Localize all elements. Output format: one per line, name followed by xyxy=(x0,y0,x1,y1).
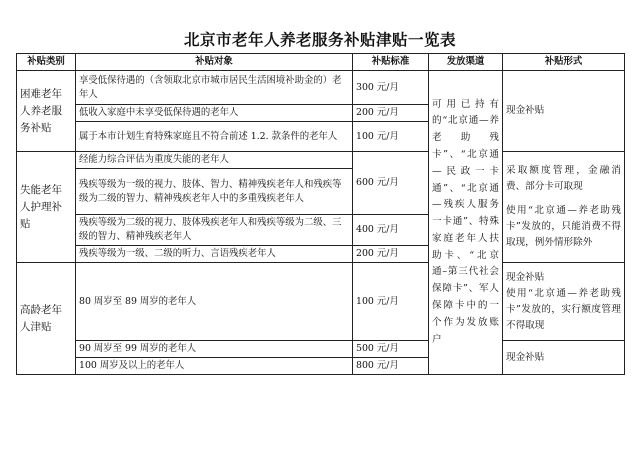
form-disabled xyxy=(503,152,625,263)
row-standard: 800 元/月 xyxy=(353,358,429,375)
row-standard: 600 元/月 xyxy=(353,152,429,215)
row-standard: 500 元/月 xyxy=(353,341,429,358)
row-standard: 100 元/月 xyxy=(353,122,429,152)
table-row xyxy=(17,71,625,105)
category-hardship: 困难老年人养老服务补贴 xyxy=(17,71,76,152)
row-standard: 400 元/月 xyxy=(353,215,429,246)
row-standard: 300 元/月 xyxy=(353,71,429,105)
row-target: 90 周岁至 99 周岁的老年人 xyxy=(76,341,353,358)
header-target: 补贴对象 xyxy=(76,54,353,71)
row-standard: 100 元/月 xyxy=(353,263,429,341)
row-target: 残疾等级为一级的视力、肢体、智力、精神残疾老年人和残疾等级为二级的智力、精神残疾老年人中的多重残疾老年人 xyxy=(76,169,353,215)
form-hardship: 现金补贴 xyxy=(503,71,625,152)
category-disabled: 失能老年人护理补贴 xyxy=(17,152,76,263)
form-elderly-line2: 使用“北京通—养老助残卡”发放的，实行额度管理不得取现 xyxy=(506,287,621,331)
table-header-row xyxy=(17,54,625,71)
row-target: 80 周岁至 89 周岁的老年人 xyxy=(76,263,353,341)
form-elderly-old: 现金补贴 xyxy=(503,341,625,375)
row-target: 属于本市计划生育特殊家庭且不符合前述 1.2. 款条件的老年人 xyxy=(76,122,353,152)
row-standard: 200 元/月 xyxy=(353,105,429,122)
table-row xyxy=(17,152,625,169)
row-target: 低收入家庭中未享受低保待遇的老年人 xyxy=(76,105,353,122)
form-disabled-line1: 采取额度管理，金融消费、部分卡可取现 xyxy=(506,165,621,192)
category-elderly: 高龄老年人津贴 xyxy=(17,263,76,375)
table-row xyxy=(17,341,625,358)
header-channel: 发放渠道 xyxy=(429,54,503,71)
header-standard: 补贴标准 xyxy=(353,54,429,71)
row-target: 残疾等级为二级的视力、肢体残疾老年人和残疾等级为二级、三级的智力、精神残疾老年人 xyxy=(76,215,353,246)
header-form: 补贴形式 xyxy=(503,54,625,71)
row-target: 经能力综合评估为重度失能的老年人 xyxy=(76,152,353,169)
form-disabled-line2: 使用“北京通—养老助残卡”发放的，只能消费不得取现，例外情形除外 xyxy=(506,205,621,248)
form-elderly xyxy=(503,263,625,341)
row-target: 残疾等级为一级、二级的听力、言语残疾老年人 xyxy=(76,246,353,263)
form-spacer xyxy=(506,195,621,203)
subsidy-table xyxy=(16,53,625,375)
page-title: 北京市老年人养老服务补贴津贴一览表 xyxy=(183,31,456,49)
form-elderly-line1: 现金补贴 xyxy=(506,271,545,283)
row-standard: 200 元/月 xyxy=(353,246,429,263)
row-target: 享受低保待遇的（含领取北京市城市居民生活困境补助金的）老年人 xyxy=(76,71,353,105)
header-category: 补贴类别 xyxy=(17,54,76,71)
row-target: 100 周岁及以上的老年人 xyxy=(76,358,353,375)
distribution-channel: 可用已持有的“北京通—养老助残卡”、“北京通—民政一卡通”、“北京通—残疾人服务一卡通”、特殊家庭老年人扶助卡、“北京通–第三代社会保障卡”、军人保障卡中的一个作为发放账户 xyxy=(429,71,503,375)
table-row xyxy=(17,263,625,341)
